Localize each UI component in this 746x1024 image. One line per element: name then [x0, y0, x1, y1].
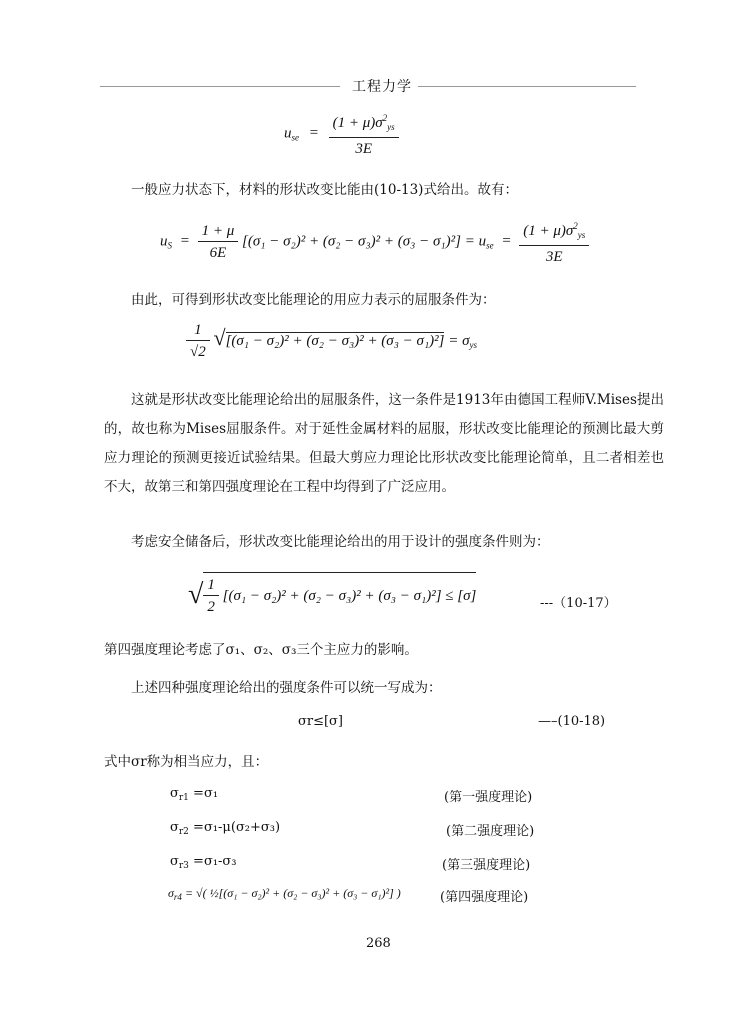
eq-us-fraction — [198, 221, 239, 264]
sqrt-icon: √ — [188, 579, 204, 610]
eq-use-lhs-sub: se — [291, 132, 299, 143]
paragraph-2: 由此，可得到形状改变比能理论的用应力表示的屈服条件为： — [131, 292, 496, 308]
eq-use-den: 3E — [355, 141, 372, 157]
eq-use-num-sub: ys — [387, 122, 395, 132]
eq-us-rhs-num-sup: 2 — [573, 221, 578, 231]
theory-row-2 — [170, 820, 280, 837]
eq-1017-label: ---（10-17） — [540, 596, 617, 611]
paragraph-5: 第四强度理论考虑了σ₁、σ₂、σ₃三个主应力的影响。 — [104, 642, 418, 658]
eq-use-fraction — [329, 108, 399, 160]
sqrt-icon: √ — [213, 324, 226, 350]
eq-1017-fraction — [203, 575, 219, 618]
theory-1-lhs-sub: r1 — [178, 793, 189, 803]
eq-us-rhs-sub: se — [486, 240, 494, 251]
theory-4-rhs: = √( ½[(σ₁ − σ₂)² + (σ₂ − σ₃)² + (σ₃ − σ₁)²] ) — [184, 886, 401, 900]
eq-yield-frac-den: √2 — [190, 344, 206, 360]
equation-10-17 — [188, 572, 476, 618]
theory-2-rhs: =σ₁-μ(σ₂+σ₃) — [193, 820, 281, 835]
eq-us-frac-num: 1 + μ — [198, 221, 239, 242]
eq-use-num-sup: 2 — [382, 113, 388, 123]
page-number: 268 — [366, 936, 391, 951]
header-rule-right — [418, 86, 636, 87]
theory-row-3 — [170, 854, 237, 871]
theory-3-rhs: =σ₁-σ₃ — [193, 854, 237, 869]
eq-yield-frac-num: 1 — [186, 320, 210, 341]
paragraph-1: 一般应力状态下，材料的形状改变比能由(10-13)式给出。故有： — [131, 182, 518, 198]
header-rule-left — [100, 86, 340, 87]
eq-yield-rhs-sub: ys — [469, 339, 478, 350]
eq-us-rhs-num: (1 + μ)σ — [523, 223, 574, 239]
eq-yield-fraction — [186, 320, 210, 363]
theory-2-label: (第二强度理论) — [446, 824, 535, 839]
theory-row-1 — [170, 786, 218, 803]
paragraph-6: 上述四种强度理论给出的强度条件可以统一写成为： — [131, 680, 442, 696]
eq-us-rhs-den: 3E — [545, 249, 563, 265]
eq-us-lhs-sub: S — [167, 240, 172, 251]
eq-1017-body: [(σ₁ − σ₂)² + (σ₂ − σ₃)² + (σ₃ − σ₁)²] ≤ [σ] — [222, 587, 477, 604]
eq-1017-frac-num: 1 — [203, 575, 219, 596]
eq-1017-frac-den: 2 — [207, 599, 215, 615]
theory-4-lhs-sub: r4 — [173, 892, 182, 902]
eq-us-rhs-fraction — [519, 216, 589, 268]
theory-4-lhs: σ — [168, 886, 174, 900]
theory-1-lhs: σ — [170, 786, 179, 801]
theory-3-lhs-sub: r3 — [178, 861, 189, 871]
eq-us-body: [(σ₁ − σ₂)² + (σ₂ − σ₃)² + (σ₃ − σ₁)²] = u — [242, 233, 487, 250]
equation-use: $u_{se}$ = $\frac{(1 + \mu)\sigma^2_{ys}}{3E}$ — [284, 108, 399, 160]
paragraph-3: 这就是形状改变比能理论给出的屈服条件，这一条件是1913年由德国工程师V.Mises提出的，故也称为Mises屈服条件。对于延性金属材料的屈服，形状改变比能理论的预测比最大剪应力理论的预测更接近试验结果。但最大剪应力理论比形状改变比能理论简单，且二者相差也不大，故第三和第四强度理论在工程中均得到了广泛应用。 — [104, 392, 664, 495]
eq-yield-body: [(σ₁ − σ₂)² + (σ₂ − σ₃)² + (σ₃ − σ₁)²] — [225, 332, 445, 349]
theory-2-lhs-sub: r2 — [178, 827, 189, 837]
equation-yield — [186, 320, 477, 363]
eq-1018-label: —–(10-18) — [538, 714, 606, 729]
theory-3-lhs: σ — [170, 854, 179, 869]
eq-us-lhs: u — [160, 233, 168, 250]
page-header-title: 工程力学 — [352, 79, 412, 95]
eq-us-rhs-num-sub: ys — [577, 230, 586, 240]
paragraph-7: 式中σr称为相当应力，且： — [104, 754, 269, 770]
eq-use-lhs: u — [284, 125, 292, 142]
theory-1-rhs: =σ₁ — [193, 786, 219, 801]
theory-3-label: (第三强度理论) — [442, 858, 531, 873]
eq-use-num: (1 + μ)σ — [332, 115, 383, 131]
theory-4-label: (第四强度理论) — [440, 890, 529, 905]
paragraph-4: 考虑安全储备后，形状改变比能理论给出的用于设计的强度条件则为： — [131, 534, 550, 550]
equation-10-18: σr≤[σ] — [298, 714, 343, 729]
theory-2-lhs: σ — [170, 820, 179, 835]
eq-us-frac-den: 6E — [209, 244, 227, 261]
theory-row-4 — [168, 886, 401, 902]
eq-yield-rhs: = σ — [448, 332, 470, 349]
equation-us: $u_S$ = $\frac{1 + \mu}{6E}$ $[(\sigma_1 - \sigma_2)^2 + (\sigma_2 - \sigma_3)^2 + (\sigma_3 - \sigma_1)^2] = u_{se}$ = $\frac{(1 + \mu)\sigma^2_{ys}}{3E}$ — [160, 216, 589, 268]
theory-1-label: (第一强度理论) — [444, 790, 533, 805]
